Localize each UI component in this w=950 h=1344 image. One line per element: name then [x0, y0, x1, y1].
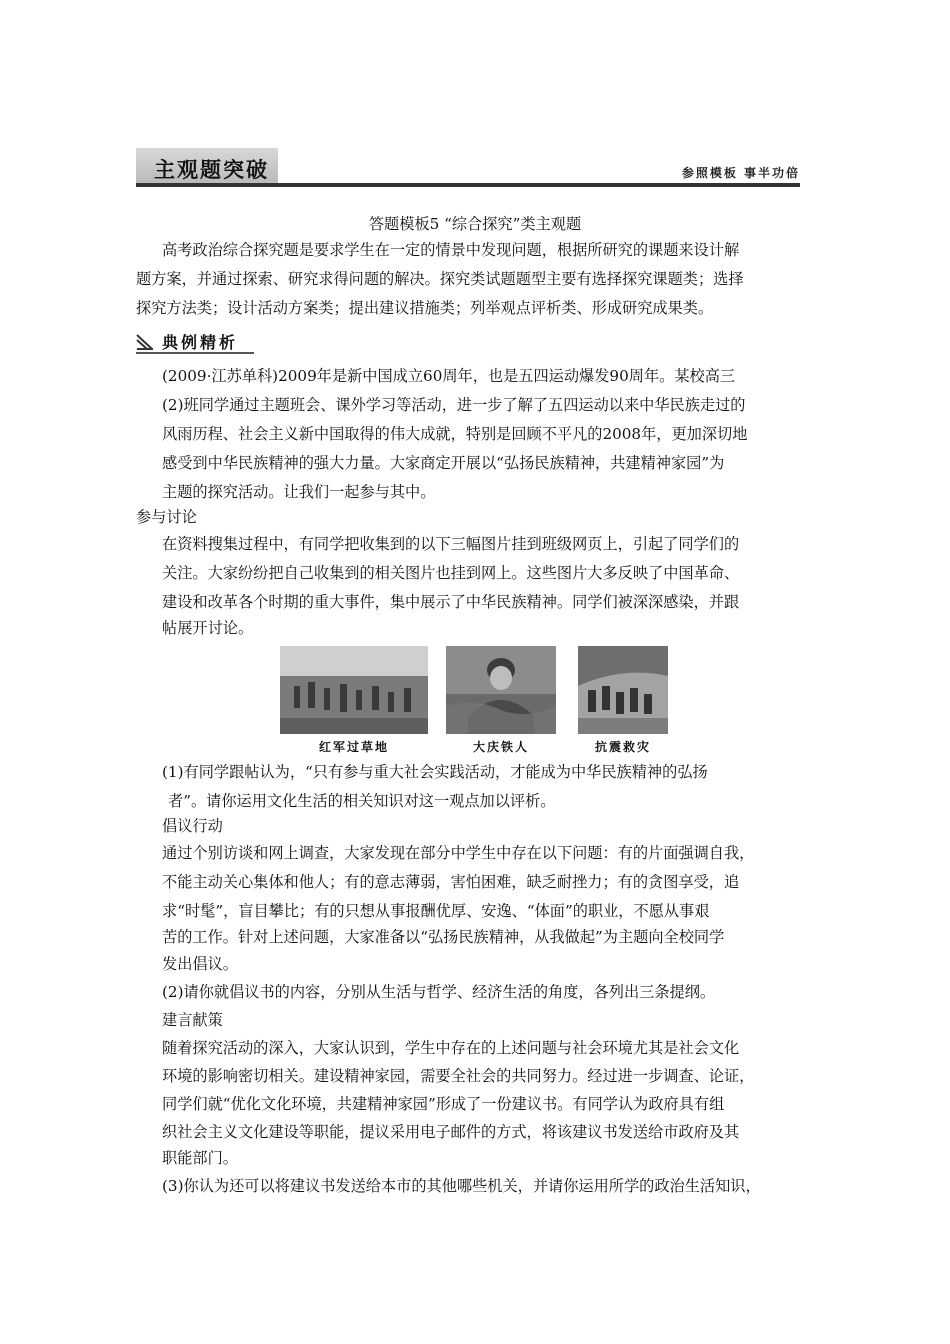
part2-line: 苦的工作。针对上述问题，大家准备以“弘扬民族精神，从我做起”为主题向全校同学	[162, 928, 725, 946]
part2-line: 求“时髦”，盲目攀比；有的只想从事报酬优厚、安逸、“体面”的职业，不愿从事艰	[162, 902, 710, 920]
context-line: 感受到中华民族精神的强大力量。大家商定开展以“弘扬民族精神，共建精神家园”为	[162, 454, 725, 472]
example-heading-rule	[136, 352, 254, 354]
intro-line: 题方案，并通过探索、研究求得问题的解决。探究类试题题型主要有选择探究课题类；选择	[136, 270, 744, 288]
photo-caption: 红军过草地	[318, 740, 389, 754]
photo-red-army-grassland	[280, 646, 428, 734]
part3-line: 随着探究活动的深入，大家认识到，学生中存在的上述问题与社会环境尤其是社会文化	[162, 1039, 740, 1057]
photo-daqing-iron-man	[446, 646, 556, 734]
context-line: (2)班同学通过主题班会、课外学习等活动，进一步了解了五四运动以来中华民族走过的	[162, 396, 746, 414]
part1-line: 帖展开讨论。	[162, 619, 254, 637]
part2-line: 发出倡议。	[162, 955, 238, 973]
example-heading	[136, 330, 254, 354]
question-2: (2)请你就倡议书的内容，分别从生活与哲学、经济生活的角度，各列出三条提纲。	[162, 983, 716, 1001]
intro-line: 探究方法类；设计活动方案类；提出建议措施类；列举观点评析类、形成研究成果类。	[136, 299, 714, 317]
part1-heading: 参与讨论	[136, 508, 197, 526]
part2-line: 通过个别访谈和网上调查，大家发现在部分中学生中存在以下问题：有的片面强调自我，	[162, 844, 755, 862]
example-heading-label: 典例精析	[162, 333, 239, 352]
context-line: 风雨历程、社会主义新中国取得的伟大成就，特别是回顾不平凡的2008年，更加深切地	[162, 425, 748, 443]
part2-line: 不能主动关心集体和他人；有的意志薄弱，害怕困难，缺乏耐挫力；有的贪图享受，追	[162, 873, 740, 891]
diagonal-lines-icon	[136, 334, 154, 350]
context-line: (2009·江苏单科)2009年是新中国成立60周年，也是五四运动爆发90周年。某校高三	[162, 367, 736, 385]
part3-line: 职能部门。	[162, 1149, 238, 1167]
part3-line: 同学们就“优化文化环境，共建精神家园”形成了一份建议书。有同学认为政府具有组	[162, 1095, 725, 1113]
part3-line: 织社会主义文化建设等职能，提议采用电子邮件的方式，将该建议书发送给市政府及其	[162, 1123, 740, 1141]
context-line: 主题的探究活动。让我们一起参与其中。	[162, 483, 436, 501]
question-1-line: 者”。请你运用文化生活的相关知识对这一观点加以评析。	[168, 792, 556, 810]
part2-heading: 倡议行动	[162, 817, 223, 835]
slogan: 参照模板 事半功倍	[681, 166, 800, 180]
photo-caption: 大庆铁人	[472, 740, 529, 754]
intro-line: 高考政治综合探究题是要求学生在一定的情景中发现问题，根据所研究的课题来设计解	[162, 241, 740, 259]
question-3: (3)你认为还可以将建议书发送给本市的其他哪些机关，并请你运用所学的政治生活知识，	[162, 1177, 761, 1195]
part3-line: 环境的影响密切相关。建设精神家园，需要全社会的共同努力。经过进一步调查、论证，	[162, 1067, 755, 1085]
template-title: 答题模板5 “综合探究”类主观题	[368, 215, 582, 233]
part1-line: 在资料搜集过程中，有同学把收集到的以下三幅图片挂到班级网页上，引起了同学们的	[162, 535, 740, 553]
part3-heading: 建言献策	[162, 1011, 223, 1029]
photo-caption: 抗震救灾	[594, 740, 651, 754]
part1-line: 关注。大家纷纷把自己收集到的相关图片也挂到网上。这些图片大多反映了中国革命、	[162, 564, 740, 582]
banner-rule	[136, 183, 800, 187]
photo-earthquake-relief	[578, 646, 668, 734]
header-banner	[136, 148, 800, 188]
part1-line: 建设和改革各个时期的重大事件，集中展示了中华民族精神。同学们被深深感染，并跟	[162, 593, 740, 611]
question-1-line: (1)有同学跟帖认为，“只有参与重大社会实践活动，才能成为中华民族精神的弘扬	[162, 763, 708, 781]
section-title: 主观题突破	[154, 158, 269, 182]
